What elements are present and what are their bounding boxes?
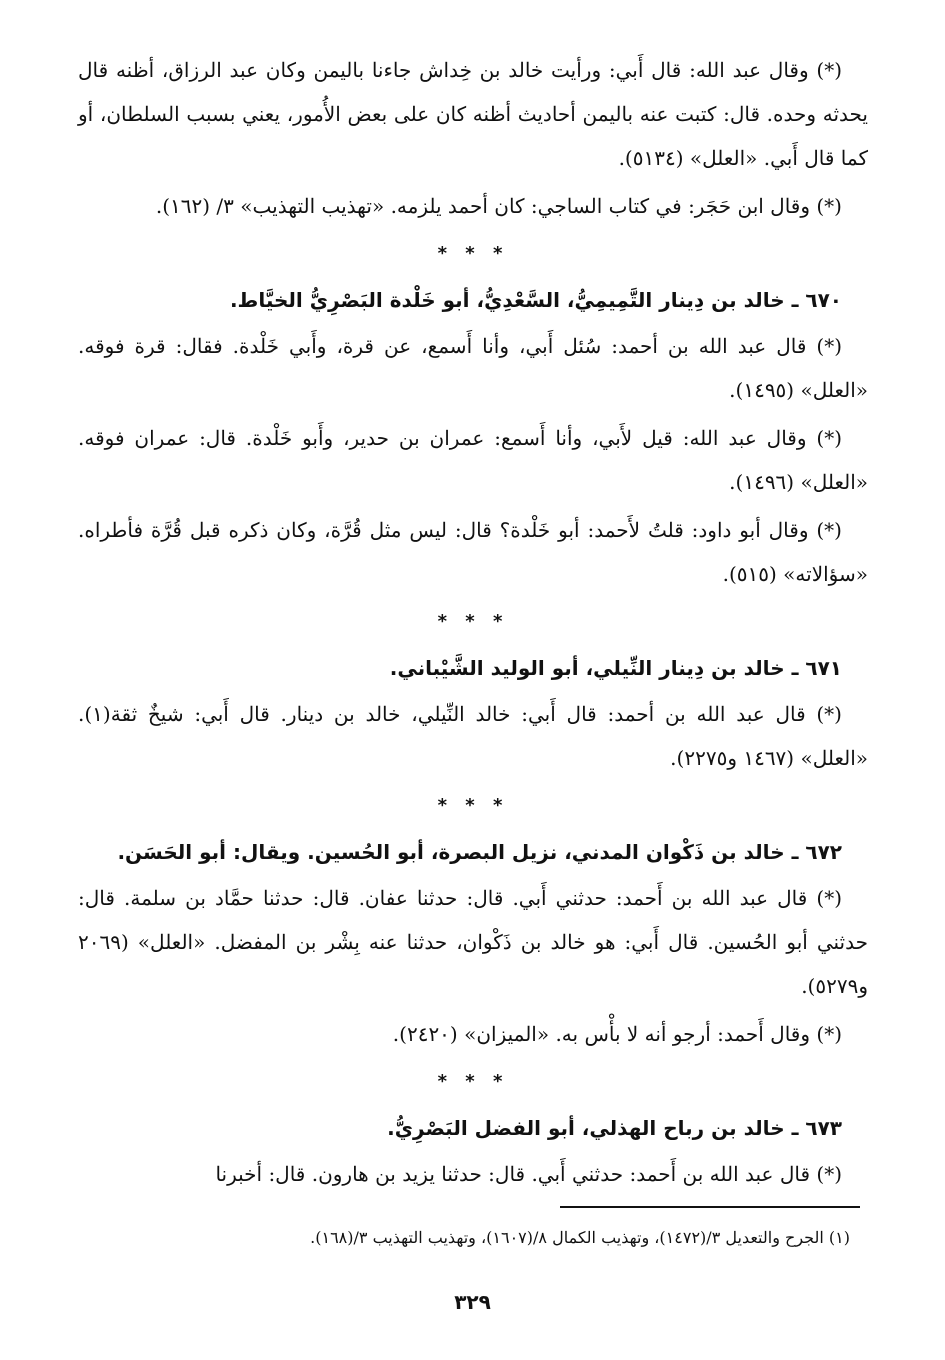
page-number: ٣٢٩ — [454, 1290, 491, 1314]
section-separator: * * * — [437, 1071, 509, 1092]
paragraph: (*) قال عبد الله بن أحمد: سُئل أَبي، وأنا أَسمع، عن قرة، وأَبي خَلْدة. فقال: قرة فوقه. «العلل» (١٤٩٥). — [78, 334, 868, 402]
entry-heading: ٦٧١ ـ خالد بن دِينار النِّيلي، أبو الوليد الشَّيْباني. — [389, 656, 842, 680]
paragraph: (*) وقال أَحمد: أرجو أنه لا بأْس به. «الميزان» (٢٤٢٠). — [392, 1022, 842, 1046]
paragraph: (*) قال عبد الله بن أحمد: قال أَبي: خالد النِّيلي، خالد بن دينار. قال أَبي: شيخٌ ثقة(١). «العلل» (١٤٦٧ و٢٢٧٥). — [78, 702, 868, 770]
section-separator: * * * — [437, 795, 509, 816]
entry-heading: ٦٧٢ ـ خالد بن ذَكْوان المدني، نزيل البصرة، أبو الحُسين. ويقال: أبو الحَسَن. — [117, 840, 842, 864]
section-separator: * * * — [437, 611, 509, 632]
paragraph: (*) وقال عبد الله: قال أَبي: ورأيت خالد بن خِداش جاءنا باليمن وكان عبد الرزاق، أظنه قال يحدثه وحده. قال: كتبت عنه باليمن أحاديث أظنه كان على بعض الأُمور، يعني بسبب السلطان، أو كما قال أَبي. «العلل» (٥١٣٤). — [78, 58, 868, 170]
paragraph: (*) وقال عبد الله: قيل لأَبي، وأنا أَسمع: عمران بن حدير، وأَبو خَلْدة. قال: عمران فوقه. «العلل» (١٤٩٦). — [78, 426, 868, 494]
paragraph: (*) قال عبد الله بن أَحمد: حدثني أَبي. قال: حدثنا عفان. قال: حدثنا حمَّاد بن سلمة. قال: حدثني أبو الحُسين. قال أَبي: هو خالد بن ذَكْوان، حدثنا عنه بِشْر بن المفضل. «العلل» (٢٠٦٩ و٥٢٧٩). — [78, 886, 868, 998]
paragraph: (*) وقال أبو داود: قلتُ لأَحمد: أبو خَلْدة؟ قال: ليس مثل قُرَّة، وكان ذكره قبل قُرَّة فأطراه. «سؤالاته» (٥١٥). — [78, 518, 868, 586]
entry-heading: ٦٧٠ ـ خالد بن دِينار التَّمِيمِيُّ، السَّعْدِيُّ، أبو خَلْدة البَصْرِيُّ الخيَّاط. — [229, 288, 842, 312]
footnote: (١) الجرح والتعديل ٣/(١٤٧٢)، وتهذيب الكمال ٨/(١٦٠٧)، وتهذيب التهذيب ٣/(١٦٨). — [310, 1228, 850, 1247]
entry-heading: ٦٧٣ ـ خالد بن رباح الهذلي، أبو الفضل البَصْرِيُّ. — [387, 1116, 842, 1140]
footnote-separator — [78, 1206, 860, 1208]
paragraph: (*) وقال ابن حَجَر: في كتاب الساجي: كان أحمد يلزمه. «تهذيب التهذيب» ٣/ (١٦٢). — [155, 194, 842, 218]
paragraph: (*) قال عبد الله بن أَحمد: حدثني أَبي. قال: حدثنا يزيد بن هارون. قال: أخبرنا — [215, 1162, 842, 1186]
page-body — [78, 48, 868, 1200]
section-separator: * * * — [437, 243, 509, 264]
